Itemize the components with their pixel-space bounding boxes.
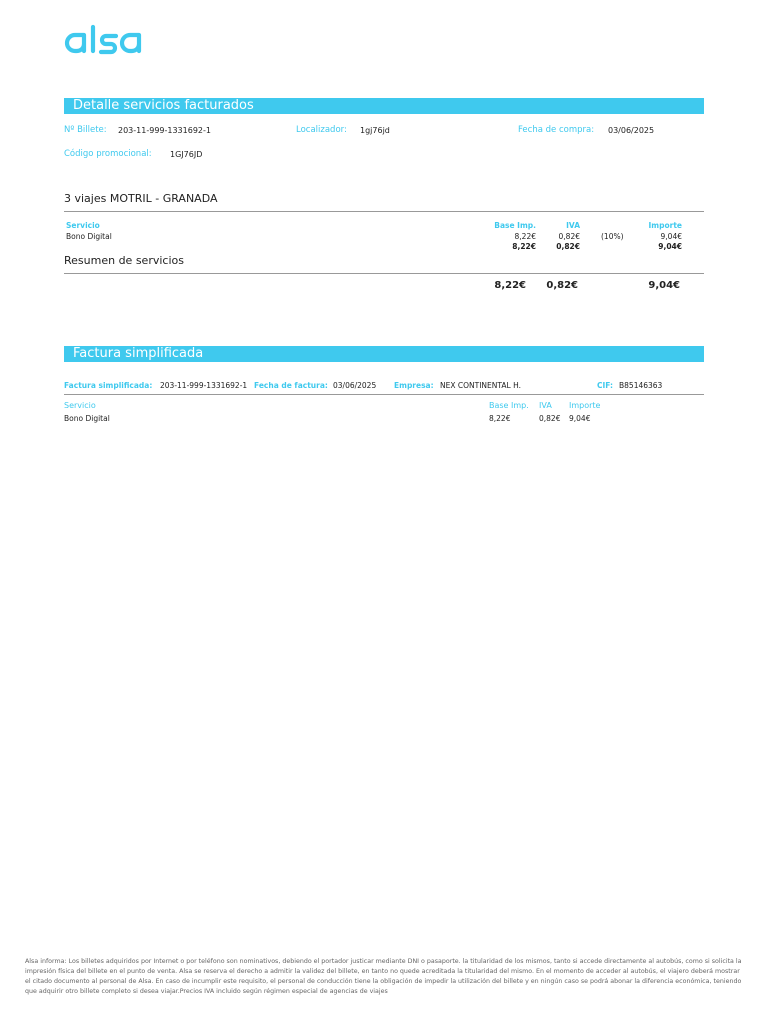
factura-col-base: Base Imp. [489,401,529,410]
trip-title: 3 viajes MOTRIL - GRANADA [64,192,218,205]
detalle-section-header [64,98,704,114]
col-header-iva: IVA [566,221,580,230]
factura-col-importe: Importe [569,401,601,410]
codigo-promocional-label: Código promocional: [64,149,152,159]
legal-footer: Alsa informa: Los billetes adquiridos por Internet o por teléfono son nominativos, debiendo el portador justicar mediante DNI o pasaporte. la titularidad de los mismos, tanto si accede directamente al autobús, como si solicita la impresión física del billete en el punto de venta. Alsa se reserva el derecho a admitir la validez del billete, en tanto no quede acreditada la titularidad del mismo. En el momento de acceder al autobús, el viajero deberá mostrar el citado documento al personal de Alsa. En caso de incumplir este requisito, el personal de conducción tiene la obligación de impedir la utilización del billete y en ningún caso se podrá abonar la diferencia económica, teniendo que adquirir otro billete completo si desea viajar.Precios IVA incluido según régimen especial de agencias de viajes [25,958,742,995]
resumen-title: Resumen de servicios [64,254,184,267]
row-iva: 0,82€ [558,232,580,241]
factura-col-servicio: Servicio [64,401,96,410]
factura-value: 203-11-999-1331692-1 [160,381,248,390]
factura-row-iva: 0,82€ [539,414,561,423]
subtotal-iva: 0,82€ [556,242,580,251]
row-importe: 9,04€ [660,232,682,241]
col-header-base: Base Imp. [494,221,536,230]
empresa-label: Empresa: [394,381,434,390]
fecha-compra-value: 03/06/2025 [608,126,655,135]
billete-label: Nº Billete: [64,125,107,135]
factura-label: Factura simplificada: [64,381,153,390]
divider [64,211,704,212]
factura-col-iva: IVA [539,401,552,410]
divider [64,273,704,274]
factura-section-header [64,346,704,362]
billete-value: 203-11-999-1331692-1 [118,126,211,135]
resumen-iva: 0,82€ [546,280,578,291]
col-header-servicio: Servicio [66,221,100,230]
subtotal-importe: 9,04€ [658,242,682,251]
resumen-importe: 9,04€ [648,280,680,291]
row-base: 8,22€ [514,232,536,241]
row-iva-pct: (10%) [601,232,624,241]
codigo-promocional-value: 1GJ76JD [170,150,203,159]
fecha-compra-label: Fecha de compra: [518,125,595,135]
fecha-factura-label: Fecha de factura: [254,381,328,390]
subtotal-base: 8,22€ [512,242,536,251]
factura-row-base: 8,22€ [489,414,511,423]
localizador-label: Localizador: [296,125,347,135]
empresa-value: NEX CONTINENTAL H. [440,381,521,390]
col-header-importe: Importe [648,221,682,230]
cif-value: B85146363 [619,381,663,390]
row-servicio: Bono Digital [66,232,112,241]
divider [64,394,704,395]
alsa-logo [64,22,172,62]
fecha-factura-value: 03/06/2025 [333,381,377,390]
localizador-value: 1gj76jd [360,126,390,135]
resumen-base: 8,22€ [494,280,526,291]
factura-row-importe: 9,04€ [569,414,591,423]
factura-title: Factura simplificada [73,346,204,361]
cif-label: CIF: [597,381,614,390]
factura-row-servicio: Bono Digital [64,414,110,423]
detalle-title: Detalle servicios facturados [73,98,254,113]
